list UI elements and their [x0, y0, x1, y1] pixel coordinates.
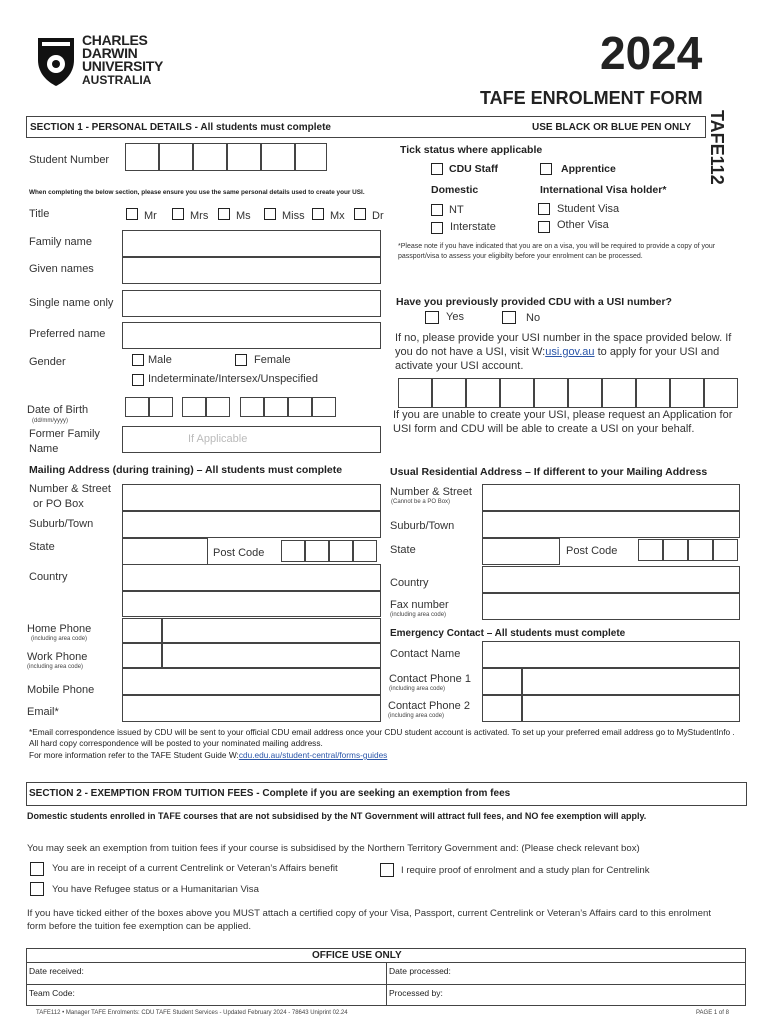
nt-checkbox[interactable]: [431, 204, 443, 216]
fax-field[interactable]: [482, 593, 740, 620]
res-country-label: Country: [390, 577, 429, 589]
mail-suburb-label: Suburb/Town: [29, 518, 94, 530]
usi-unable: If you are unable to create your USI, please request an Application for USI form and CDU will be able to create a USI on your behalf.: [393, 409, 733, 435]
res-suburb-label: Suburb/Town: [390, 520, 455, 532]
section1-title: SECTION 1 - PERSONAL DETAILS - All students must complete: [30, 122, 331, 133]
given-names-label: Given names: [29, 263, 94, 275]
res-country-field[interactable]: [482, 566, 740, 593]
guide-text: For more information refer to the TAFE Student Guide W:: [29, 750, 239, 760]
title-label: Title: [29, 208, 50, 220]
emergency-title: Emergency Contact – All students must complete: [390, 628, 626, 639]
mail-country-field-2[interactable]: [122, 591, 381, 617]
cdu-staff-label: CDU Staff: [449, 163, 498, 175]
centrelink-label: You are in receipt of a current Centrelink or Veteran’s Affairs benefit: [52, 863, 338, 874]
gender-male-label: Male: [148, 354, 172, 366]
mail-state-label: State: [29, 541, 55, 553]
res-suburb-field[interactable]: [482, 511, 740, 538]
domestic-label: Domestic: [431, 184, 479, 196]
visa-note: *Please note if you have indicated that you are on a visa, you will be required to provide a copy of your passport/visa to assess your eligibilty before your enrolment can be processed.: [398, 243, 716, 260]
student-visa-checkbox[interactable]: [538, 203, 550, 215]
mail-state-field[interactable]: [122, 538, 208, 565]
usi-text2: to apply for your USI and activate your USI account.: [395, 346, 720, 372]
gender-female-checkbox[interactable]: [235, 354, 247, 366]
apprentice-checkbox[interactable]: [540, 163, 552, 175]
student-visa-label: Student Visa: [557, 203, 620, 215]
usi-instruction: When completing the below section, please ensure you use the same personal details used to create your USI.: [29, 189, 365, 196]
title-mx-checkbox[interactable]: [312, 208, 324, 220]
title-mrs-label: Mrs: [190, 210, 209, 222]
logo-line3: UNIVERSITY: [82, 58, 164, 74]
work-phone-area-note: (including area code): [27, 664, 84, 670]
logo-line1: CHARLES: [82, 32, 148, 48]
tick-status-label: Tick status where applicable: [400, 144, 543, 156]
title-dr-label: Dr: [372, 210, 384, 222]
mail-po-box-label: or PO Box: [33, 498, 84, 510]
gender-female-label: Female: [254, 354, 291, 366]
title-mrs-checkbox[interactable]: [172, 208, 184, 220]
other-visa-label: Other Visa: [557, 219, 609, 231]
mail-number-street-field[interactable]: [122, 484, 381, 511]
res-post-code-label: Post Code: [566, 545, 618, 557]
mail-country-label: Country: [29, 571, 68, 583]
usi-no-checkbox[interactable]: [502, 311, 516, 324]
home-phone-area-note: (including area code): [31, 636, 88, 642]
res-number-street-label: Number & Street: [390, 486, 472, 498]
intl-visa-label: International Visa holder*: [540, 184, 667, 196]
form-code: TAFE112: [707, 110, 727, 185]
year: 2024: [600, 27, 703, 79]
section2-title: SECTION 2 - EXEMPTION FROM TUITION FEES - Complete if you are seeking an exemption from fees: [29, 788, 511, 799]
fax-label: Fax number: [390, 599, 449, 611]
shield-icon: [36, 34, 76, 86]
dob-format: (dd/mm/yyyy): [32, 418, 68, 424]
mobile-label: Mobile Phone: [27, 684, 95, 696]
gender-other-checkbox[interactable]: [132, 374, 144, 386]
form-title: TAFE ENROLMENT FORM: [480, 88, 703, 108]
university-logo: [36, 34, 196, 90]
guide-note: [29, 750, 387, 760]
dob-label: Date of Birth: [27, 404, 89, 416]
former-family-label: Former Family: [29, 428, 100, 440]
usi-yes-label: Yes: [446, 311, 464, 323]
home-phone-label: Home Phone: [27, 623, 92, 635]
work-phone-label: Work Phone: [27, 651, 88, 663]
attach-note: If you have ticked either of the boxes above you MUST attach a certified copy of your Visa, Passport, current Centrelink or Veteran’s Affairs card to this enrolment form before the tuition fee exemption can be applied.: [27, 908, 711, 932]
proof-label: I require proof of enrolment and a study plan for Centrelink: [401, 865, 650, 876]
usi-text1: If no, please provide your USI number in the space provided below. If you do not have a USI, visit W:: [395, 332, 732, 358]
refugee-label: You have Refugee status or a Humanitarian Visa: [52, 884, 259, 895]
mail-suburb-field[interactable]: [122, 511, 381, 538]
given-names-field[interactable]: [122, 257, 381, 284]
cdu-staff-checkbox[interactable]: [431, 163, 443, 175]
logo-line4: AUSTRALIA: [82, 73, 152, 87]
email-field[interactable]: [122, 695, 381, 722]
title-dr-checkbox[interactable]: [354, 208, 366, 220]
contact-name-field[interactable]: [482, 641, 740, 668]
interstate-label: Interstate: [450, 221, 496, 233]
title-ms-checkbox[interactable]: [218, 208, 230, 220]
interstate-checkbox[interactable]: [431, 222, 443, 234]
apprentice-label: Apprentice: [561, 163, 616, 175]
refugee-checkbox[interactable]: [30, 882, 44, 896]
mailing-title: Mailing Address (during training) – All students must complete: [29, 464, 343, 476]
gender-male-checkbox[interactable]: [132, 354, 144, 366]
contact-phone2-label: Contact Phone 2: [388, 700, 470, 712]
former-family-name-field[interactable]: [122, 426, 381, 453]
may-seek-text: You may seek an exemption from tuition fees if your course is subsidised by the Northern Territory Government and: (Please check relevant box): [27, 843, 640, 854]
title-ms-label: Ms: [236, 210, 251, 222]
contact-phone2-area-note: (including area code): [388, 713, 445, 719]
gender-other-label: Indeterminate/Intersex/Unspecified: [148, 373, 318, 385]
res-state-label: State: [390, 544, 416, 556]
fax-area-note: (including area code): [390, 612, 447, 618]
date-received-label: Date received:: [29, 966, 84, 976]
family-name-field[interactable]: [122, 230, 381, 257]
date-processed-label: Date processed:: [389, 966, 451, 976]
office-col-divider: [386, 962, 387, 1006]
title-mx-label: Mx: [330, 210, 345, 222]
usi-question: Have you previously provided CDU with a USI number?: [396, 296, 672, 308]
contact-name-label: Contact Name: [390, 648, 461, 660]
title-miss-label: Miss: [282, 210, 305, 222]
usi-instructions: [395, 331, 735, 373]
office-use-title: OFFICE USE ONLY: [312, 950, 402, 961]
logo-line2: DARWIN: [82, 45, 138, 61]
title-mr-checkbox[interactable]: [126, 208, 138, 220]
footer-right: PAGE 1 of 8: [696, 1010, 729, 1016]
single-name-field[interactable]: [122, 290, 381, 317]
student-number-label: Student Number: [29, 154, 110, 166]
res-po-note: (Cannot be a PO Box): [391, 499, 451, 505]
res-number-street-field[interactable]: [482, 484, 740, 511]
email-label: Email*: [27, 706, 59, 718]
title-mr-label: Mr: [144, 210, 157, 222]
title-options: [126, 208, 386, 224]
usi-no-label: No: [526, 312, 541, 324]
other-visa-checkbox[interactable]: [538, 221, 550, 233]
residential-title: Usual Residential Address – If different to your Mailing Address: [390, 466, 708, 478]
usi-yes-checkbox[interactable]: [425, 311, 439, 324]
processed-by-label: Processed by:: [389, 988, 443, 998]
preferred-name-field[interactable]: [122, 322, 381, 349]
email-note: *Email correspondence issued by CDU will be sent to your official CDU email address once your CDU student account is activated. To set up your preferred email address go to MyStudentInfo . All hard copy correspondence will be posted to your nominated mailing address.: [29, 727, 735, 748]
footer-left: TAFE112 • Manager TAFE Enrolments: CDU TAFE Student Services - Updated February 2024 - 78643 Uniprint 02.24: [36, 1010, 348, 1016]
team-code-label: Team Code:: [29, 988, 75, 998]
usi-link[interactable]: usi.gov.au: [545, 346, 595, 358]
former-name-label: Name: [29, 443, 59, 455]
res-state-field[interactable]: [482, 538, 560, 565]
proof-checkbox[interactable]: [380, 863, 394, 877]
pen-note: USE BLACK OR BLUE PEN ONLY: [532, 122, 692, 133]
gender-label: Gender: [29, 356, 66, 368]
single-name-label: Single name only: [29, 297, 114, 309]
preferred-name-label: Preferred name: [29, 328, 106, 340]
mail-country-field[interactable]: [122, 564, 381, 591]
contact-phone1-label: Contact Phone 1: [389, 673, 471, 685]
domestic-note: Domestic students enrolled in TAFE courses that are not subsidised by the NT Government will attract full fees, and NO fee exemption will apply.: [27, 811, 647, 821]
family-name-label: Family name: [29, 236, 92, 248]
mail-post-code-label: Post Code: [213, 547, 265, 559]
contact-phone1-area-note: (including area code): [389, 686, 446, 692]
guide-link[interactable]: cdu.edu.au/student-central/forms-guides: [238, 750, 388, 760]
if-applicable-placeholder: If Applicable: [188, 433, 248, 445]
centrelink-checkbox[interactable]: [30, 862, 44, 876]
nt-label: NT: [449, 204, 464, 216]
title-miss-checkbox[interactable]: [264, 208, 276, 220]
mobile-field[interactable]: [122, 668, 381, 695]
mail-number-street-label: Number & Street: [29, 483, 111, 495]
